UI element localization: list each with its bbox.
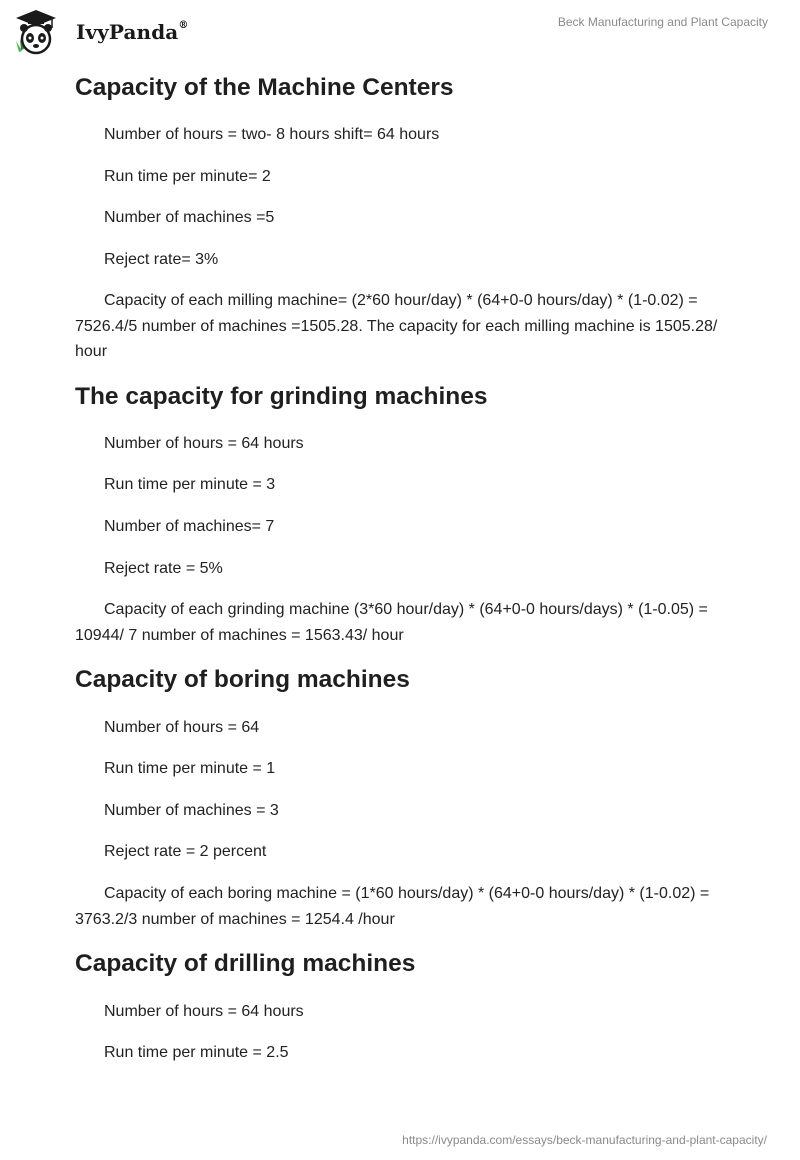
paragraph: Number of machines= 7 xyxy=(104,518,275,535)
section-heading-machine-centers: Capacity of the Machine Centers xyxy=(75,74,454,101)
paragraph: Number of hours = two- 8 hours shift= 64 hours xyxy=(104,126,440,143)
paragraph: Number of hours = 64 hours xyxy=(104,1003,304,1020)
paragraph: Run time per minute= 2 xyxy=(104,168,271,185)
brand-text: IvyPanda xyxy=(76,20,179,44)
paragraph: Number of machines =5 xyxy=(104,209,275,226)
paragraph: Number of hours = 64 hours xyxy=(104,435,304,452)
paragraph: Capacity of each milling machine= (2*60 hour/day) * (64+0-0 hours/day) * (1-0.02) = 7526.4/5 number of machines =1505.28. The capacity for each milling machine is 1505.28/ hour xyxy=(75,292,718,360)
paragraph: Reject rate = 5% xyxy=(104,560,223,577)
section-heading-drilling: Capacity of drilling machines xyxy=(75,950,416,977)
panda-logo-icon[interactable] xyxy=(14,8,58,56)
paragraph: Run time per minute = 3 xyxy=(104,476,276,493)
document-title: Beck Manufacturing and Plant Capacity xyxy=(557,15,768,29)
paragraph: Number of hours = 64 xyxy=(104,719,260,736)
paragraph: Number of machines = 3 xyxy=(104,802,279,819)
brand-name[interactable] xyxy=(76,20,188,44)
paragraph: Reject rate= 3% xyxy=(104,251,219,268)
paragraph: Capacity of each boring machine = (1*60 hours/day) * (64+0-0 hours/day) * (1-0.02) = 3763.2/3 number of machines = 1254.4 /hour xyxy=(75,885,710,928)
paragraph: Reject rate = 2 percent xyxy=(104,843,267,860)
brand-registered-mark: ® xyxy=(178,20,189,32)
page-header xyxy=(0,0,800,64)
source-url-link[interactable]: https://ivypanda.com/essays/beck-manufacturing-and-plant-capacity/ xyxy=(402,1133,767,1147)
section-heading-boring: Capacity of boring machines xyxy=(75,666,410,693)
paragraph: Run time per minute = 1 xyxy=(104,760,276,777)
section-heading-grinding: The capacity for grinding machines xyxy=(75,383,488,410)
paragraph: Capacity of each grinding machine (3*60 hour/day) * (64+0-0 hours/days) * (1-0.05) = 10944/ 7 number of machines = 1563.43/ hour xyxy=(75,601,708,644)
paragraph: Run time per minute = 2.5 xyxy=(104,1044,289,1061)
